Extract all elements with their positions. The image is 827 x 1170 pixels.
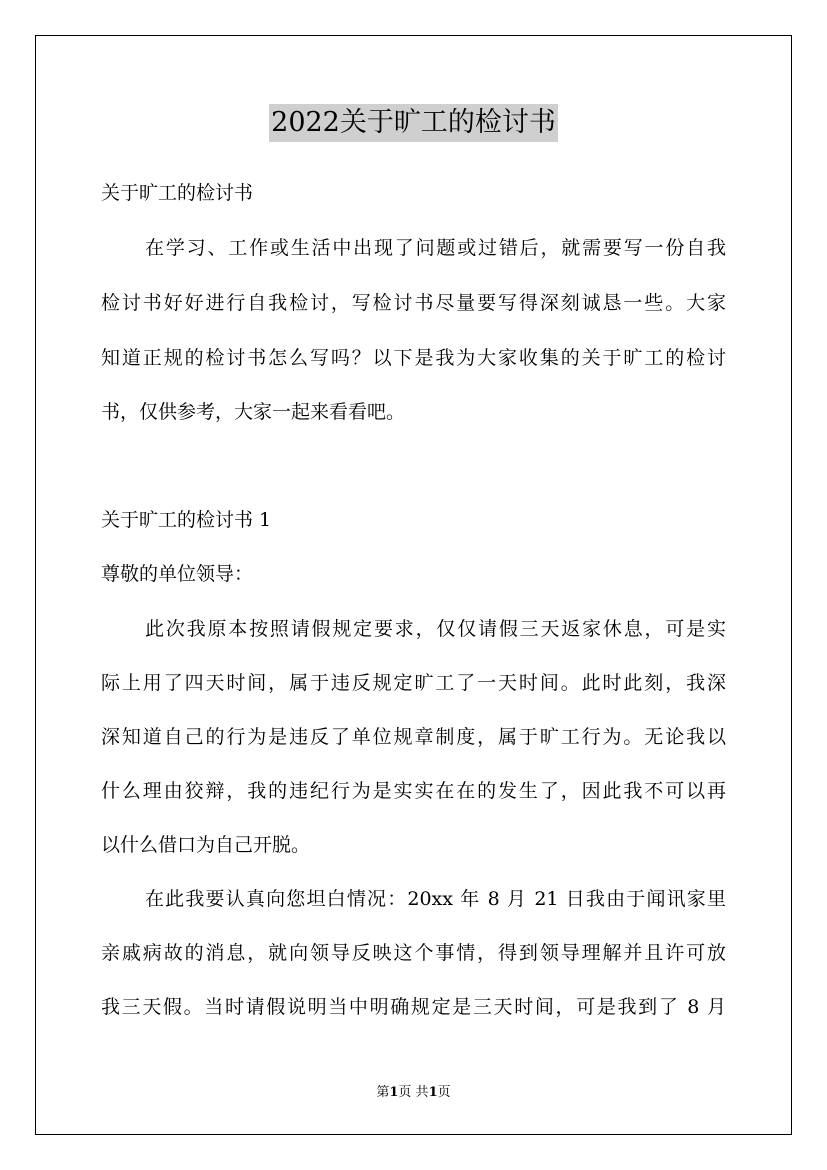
- heading-1: 关于旷工的检讨书: [101, 182, 254, 204]
- intro-line-4: 书，仅供参考，大家一起来看看吧。: [101, 401, 406, 423]
- para1-line-1: 此次我原本按照请假规定要求，仅仅请假三天返家休息，可是实: [145, 618, 726, 640]
- para1-line-3: 深知道自己的行为是违反了单位规章制度，属于旷工行为。无论我以: [101, 726, 726, 748]
- footer-page-number: 1: [389, 1085, 399, 1100]
- document-title: 2022关于旷工的检讨书: [269, 104, 558, 142]
- para2-line-1: 在此我要认真向您坦白情况：20xx 年 8 月 21 日我由于闻讯家里: [145, 888, 726, 910]
- footer-prefix: 第: [376, 1085, 390, 1100]
- intro-line-3: 知道正规的检讨书怎么写吗？以下是我为大家收集的关于旷工的检讨: [101, 347, 726, 369]
- para2-line-2: 亲戚病故的消息，就向领导反映这个事情，得到领导理解并且许可放: [101, 942, 726, 964]
- footer-page-total: 1: [428, 1085, 438, 1100]
- footer-mid: 页 共: [398, 1085, 429, 1100]
- intro-line-1: 在学习、工作或生活中出现了问题或过错后，就需要写一份自我: [145, 237, 726, 259]
- para2-line-3: 我三天假。当时请假说明当中明确规定是三天时间，可是我到了 8 月: [101, 996, 726, 1018]
- heading-2: 关于旷工的检讨书 1: [101, 509, 272, 531]
- intro-line-2: 检讨书好好进行自我检讨，写检讨书尽量要写得深刻诚恳一些。大家: [101, 292, 726, 314]
- salutation: 尊敬的单位领导：: [101, 563, 254, 585]
- title-wrap: [0, 104, 827, 142]
- footer-suffix: 页: [437, 1085, 451, 1100]
- para1-line-2: 际上用了四天时间，属于违反规定旷工了一天时间。此时此刻，我深: [101, 672, 726, 694]
- para1-line-4: 什么理由狡辩，我的违纪行为是实实在在的发生了，因此我不可以再: [101, 780, 726, 802]
- para1-line-5: 以什么借口为自己开脱。: [101, 834, 311, 856]
- page-footer: [0, 1084, 827, 1102]
